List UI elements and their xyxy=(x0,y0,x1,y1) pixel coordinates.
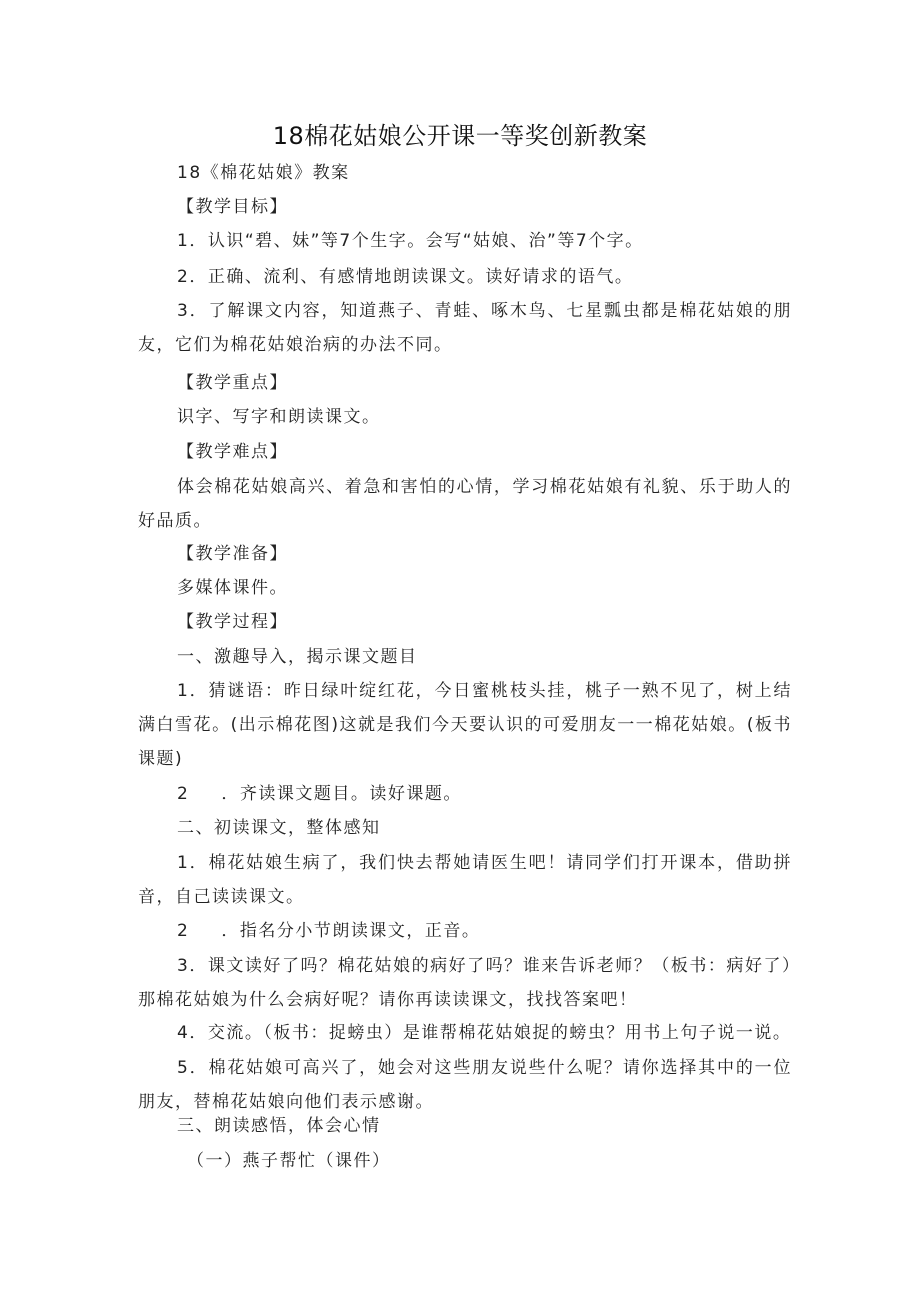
prep-heading: 【教学准备】 xyxy=(177,544,288,564)
part1-item-1: 1．猜谜语：昨日绿叶绽红花，今日蜜桃枝头挂，桃子一熟不见了，树上结满白雪花。(出示棉花图)这就是我们今天要认识的可爱朋友一一棉花姑娘。(板书课题) xyxy=(138,681,792,769)
part2-item-4: 4．交流。（板书：捉螃虫）是谁帮棉花姑娘捉的螃虫？用书上句子说一说。 xyxy=(177,1023,792,1043)
part2-item-2-number: 2 xyxy=(177,921,190,941)
part2-item-2 xyxy=(177,920,480,942)
part3-subsection-1: （一）燕子帮忙（课件） xyxy=(187,1151,391,1171)
document-title: 18棉花姑娘公开课一等奖创新教案 xyxy=(272,122,648,150)
part1-item-2-text: ．齐读课文题目。读好课题。 xyxy=(221,784,462,804)
goals-heading: 【教学目标】 xyxy=(177,197,288,217)
part1-item-2 xyxy=(177,783,462,805)
document-subtitle: 18《棉花姑娘》教案 xyxy=(177,163,350,183)
goal-item-2: 2．正确、流利、有感情地朗读课文。读好请求的语气。 xyxy=(177,267,634,287)
part2-heading: 二、初读课文，整体感知 xyxy=(177,818,381,838)
process-heading: 【教学过程】 xyxy=(177,612,288,632)
part2-item-5: 5．棉花姑娘可高兴了，她会对这些朋友说些什么呢？请你选择其中的一位朋友，替棉花姑娘向他们表示感谢。 xyxy=(138,1058,792,1112)
goal-item-3: 3．了解课文内容，知道燕子、青蛙、啄木鸟、七星瓢虫都是棉花姑娘的朋友，它们为棉花姑娘治病的办法不同。 xyxy=(138,301,792,355)
part3-heading: 三、朗读感悟，体会心情 xyxy=(177,1116,381,1136)
part2-item-1: 1．棉花姑娘生病了，我们快去帮她请医生吧！请同学们打开课本，借助拼音，自己读读课文。 xyxy=(138,853,792,907)
part1-item-2-number: 2 xyxy=(177,784,190,804)
difficulty-text: 体会棉花姑娘高兴、着急和害怕的心情，学习棉花姑娘有礼貌、乐于助人的好品质。 xyxy=(138,477,792,531)
part2-item-3: 3．课文读好了吗？棉花姑娘的病好了吗？谁来告诉老师？（板书：病好了）那棉花姑娘为什么会病好呢？请你再读读课文，找找答案吧！ xyxy=(138,956,792,1010)
key-heading: 【教学重点】 xyxy=(177,373,288,393)
goal-item-1: 1．认识“碧、妹”等7个生字。会写“姑娘、治”等7个字。 xyxy=(177,231,644,251)
part1-heading: 一、激趣导入，揭示课文题目 xyxy=(177,647,418,667)
key-text: 识字、写字和朗读课文。 xyxy=(177,407,381,427)
prep-text: 多媒体课件。 xyxy=(177,578,288,598)
part2-item-2-text: ．指名分小节朗读课文，正音。 xyxy=(221,921,481,941)
difficulty-heading: 【教学难点】 xyxy=(177,442,288,462)
